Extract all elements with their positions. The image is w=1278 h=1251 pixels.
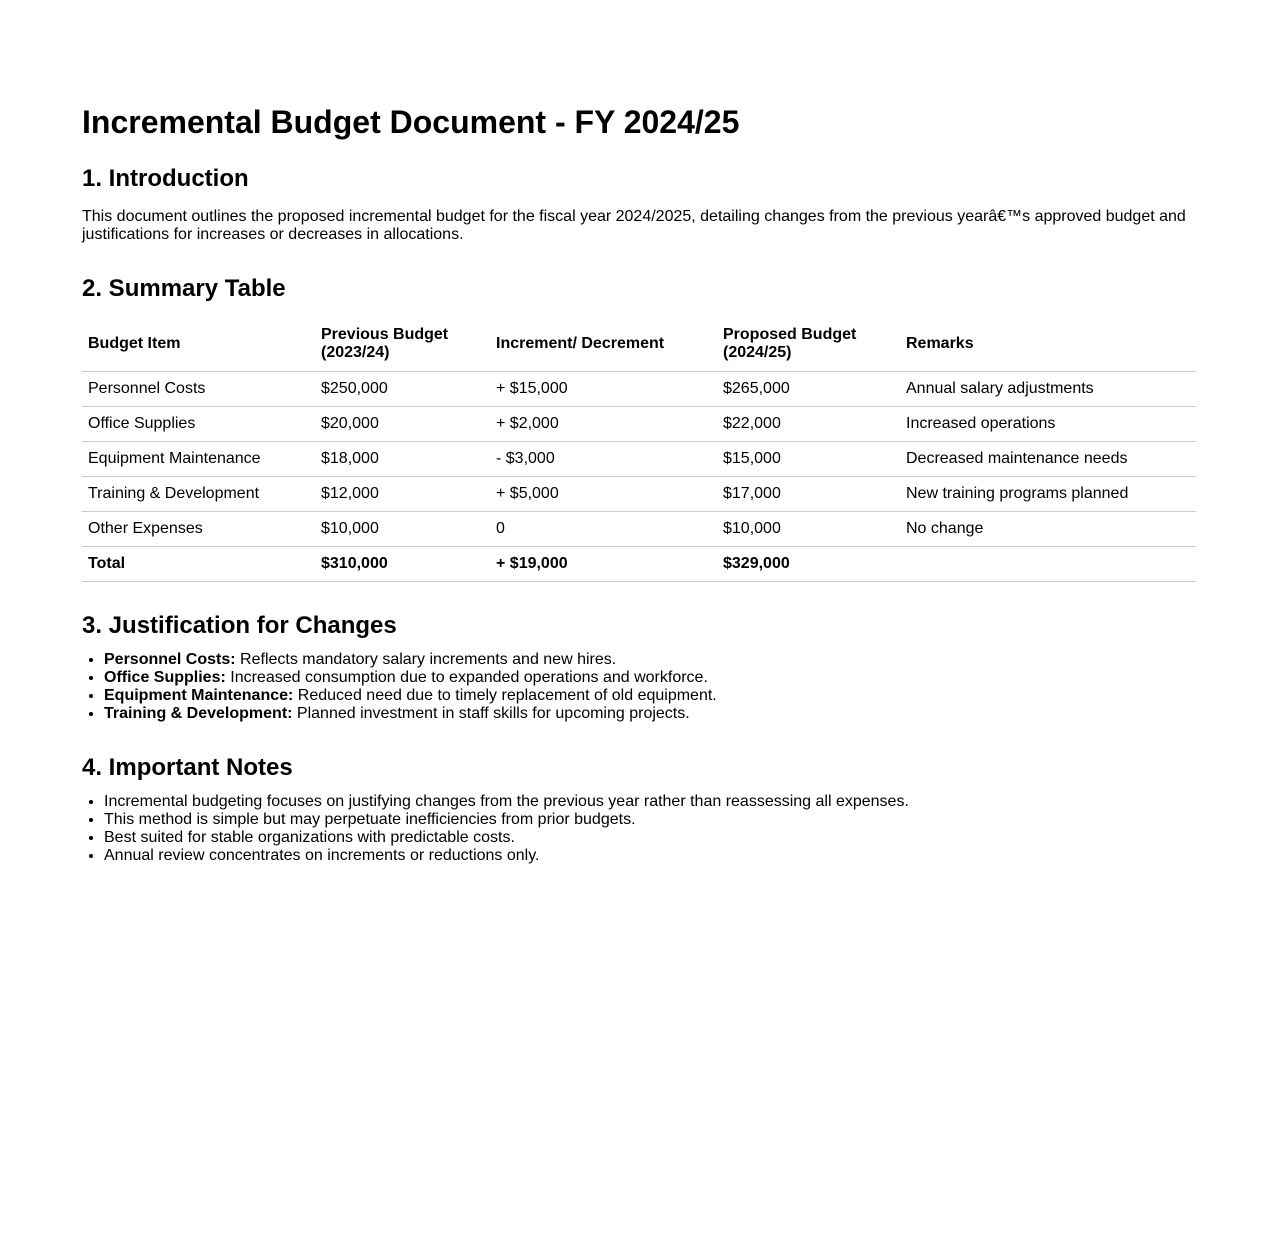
- column-header-increment: Increment/ Decrement: [490, 317, 717, 372]
- total-remarks: [900, 547, 1196, 582]
- table-cell: $10,000: [315, 512, 490, 547]
- table-cell: $20,000: [315, 407, 490, 442]
- total-increment: + $19,000: [490, 547, 717, 582]
- introduction-heading: 1. Introduction: [82, 165, 249, 192]
- column-header-proposed-budget: Proposed Budget (2024/25): [717, 317, 900, 372]
- table-cell: $10,000: [717, 512, 900, 547]
- table-cell: New training programs planned: [900, 477, 1196, 512]
- total-previous: $310,000: [315, 547, 490, 582]
- list-item: • Best suited for stable organizations with predictable costs.: [104, 829, 1204, 847]
- introduction-text: This document outlines the proposed incremental budget for the fiscal year 2024/2025, detailing changes from the previous yearâ€™s approved budget and justifications for increases or decreases in allocations.: [82, 208, 1186, 243]
- list-item: [104, 669, 1204, 687]
- summary-heading: 2. Summary Table: [82, 275, 286, 302]
- list-item-text: Reduced need due to timely replacement of old equipment.: [293, 687, 717, 704]
- table-cell: + $15,000: [490, 372, 717, 407]
- list-item-label: Training & Development:: [104, 705, 293, 722]
- list-item-label: Office Supplies:: [104, 669, 226, 686]
- table-cell: Decreased maintenance needs: [900, 442, 1196, 477]
- list-item-label: Equipment Maintenance:: [104, 687, 294, 704]
- table-cell: $18,000: [315, 442, 490, 477]
- column-header-budget-item: Budget Item: [82, 317, 315, 372]
- list-item-text: Increased consumption due to expanded operations and workforce.: [225, 669, 708, 686]
- list-item: • Incremental budgeting focuses on justifying changes from the previous year rather than reassessing all expenses.: [104, 793, 1204, 811]
- table-cell: Annual salary adjustments: [900, 372, 1196, 407]
- table-cell: - $3,000: [490, 442, 717, 477]
- list-item: [104, 651, 1204, 669]
- table-cell: Training & Development: [82, 477, 315, 512]
- justification-heading: 3. Justification for Changes: [82, 612, 397, 639]
- summary-table: [82, 317, 1196, 582]
- notes-heading: 4. Important Notes: [82, 754, 293, 781]
- table-cell: 0: [490, 512, 717, 547]
- table-row: [82, 442, 1196, 477]
- column-header-remarks: Remarks: [900, 317, 1196, 372]
- table-cell: + $5,000: [490, 477, 717, 512]
- list-item: • Annual review concentrates on increments or reductions only.: [104, 847, 1204, 865]
- table-cell: Personnel Costs: [82, 372, 315, 407]
- total-label: Total: [82, 547, 315, 582]
- document-title: Incremental Budget Document - FY 2024/25: [82, 104, 740, 140]
- table-cell: + $2,000: [490, 407, 717, 442]
- table-cell: Increased operations: [900, 407, 1196, 442]
- table-row: [82, 407, 1196, 442]
- table-row: [82, 512, 1196, 547]
- list-item-text: Planned investment in staff skills for upcoming projects.: [292, 705, 690, 722]
- total-proposed: $329,000: [717, 547, 900, 582]
- table-cell: $17,000: [717, 477, 900, 512]
- table-row: [82, 477, 1196, 512]
- table-cell: Equipment Maintenance: [82, 442, 315, 477]
- table-header-row: [82, 317, 1196, 372]
- table-cell: $250,000: [315, 372, 490, 407]
- table-cell: $22,000: [717, 407, 900, 442]
- notes-list: [82, 793, 1204, 865]
- list-item-text: Reflects mandatory salary increments and new hires.: [235, 651, 617, 668]
- list-item: • This method is simple but may perpetuate inefficiencies from prior budgets.: [104, 811, 1204, 829]
- table-cell: $265,000: [717, 372, 900, 407]
- justification-list: [82, 651, 1204, 723]
- list-item-label: Personnel Costs:: [104, 651, 236, 668]
- column-header-previous-budget: Previous Budget (2023/24): [315, 317, 490, 372]
- table-cell: Office Supplies: [82, 407, 315, 442]
- table-total-row: [82, 547, 1196, 582]
- table-cell: $12,000: [315, 477, 490, 512]
- table-row: [82, 372, 1196, 407]
- list-item: [104, 687, 1204, 705]
- table-cell: No change: [900, 512, 1196, 547]
- table-cell: Other Expenses: [82, 512, 315, 547]
- table-cell: $15,000: [717, 442, 900, 477]
- list-item: [104, 705, 1204, 723]
